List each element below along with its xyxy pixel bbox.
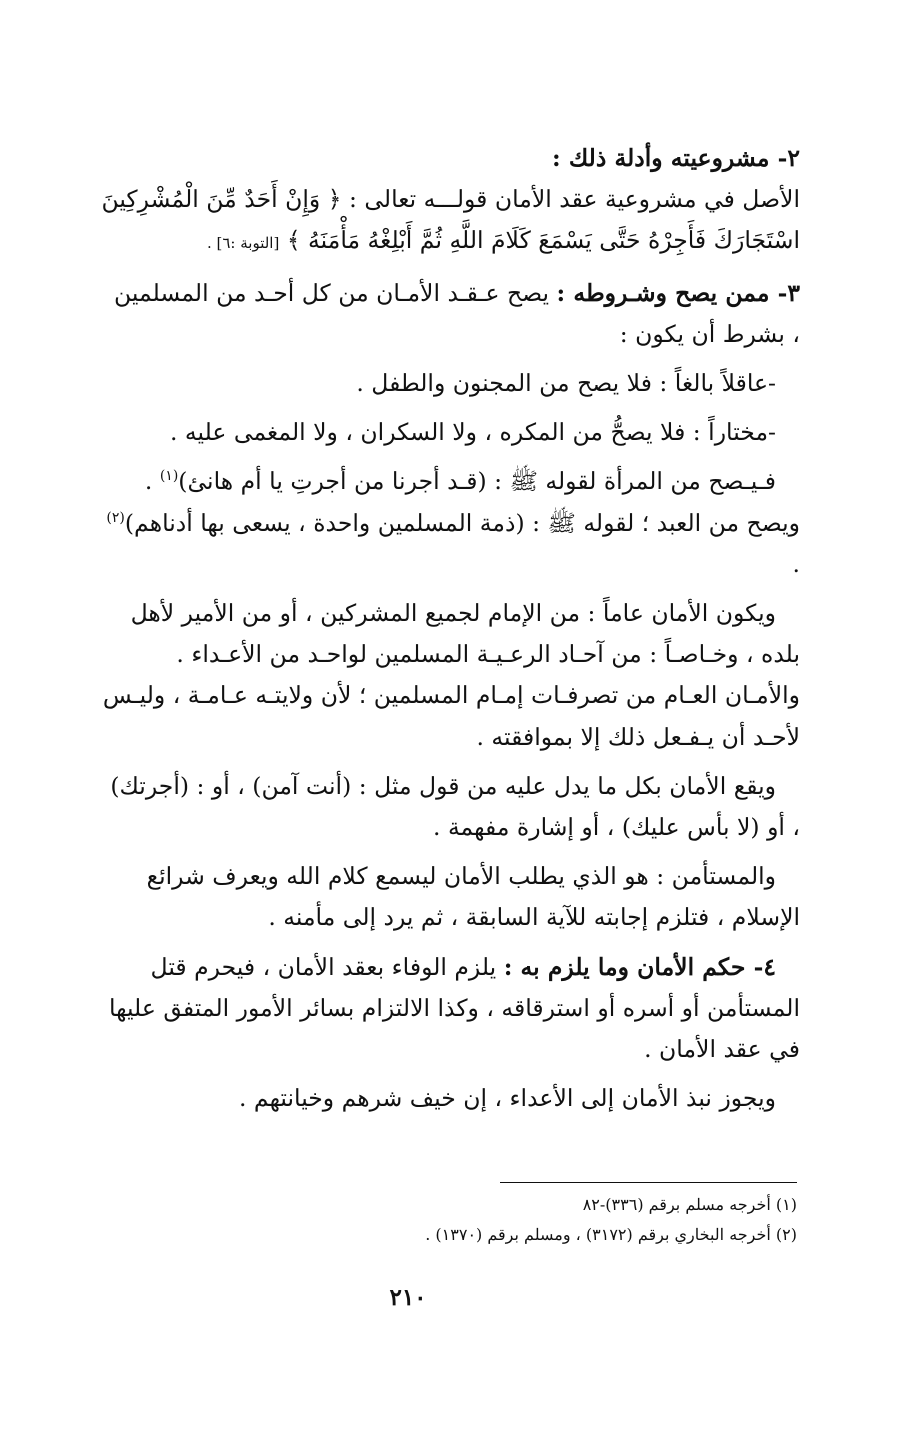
page-body bbox=[100, 138, 800, 1127]
footnotes bbox=[100, 1190, 797, 1250]
last-paragraph: ويجوز نبذ الأمان إلى الأعداء ، إن خيف شرهم وخيانتهم . bbox=[238, 1084, 776, 1113]
footnote-divider bbox=[500, 1182, 797, 1183]
women-slaves-paragraph bbox=[100, 461, 800, 585]
general-aman-paragraph: ويكون الأمان عاماً : من الإمام لجميع المشركين ، أو من الأمير لأهل بلده ، وخـاصـاً : من آحـاد الرعـيـة المسلمين لواحـد من الأعـداء . والأمـان العـام من تصرفـات إمـام المسلمين ؛ لأن ولايتـه عـامـة ، وليـس لأحـد أن يـفـعل ذلك إلا بموافقته . bbox=[102, 599, 800, 751]
footnote-ref-2[interactable]: (٢) bbox=[106, 509, 125, 526]
aman-occurs-paragraph: ويقع الأمان بكل ما يدل عليه من قول مثل : (أنت آمن) ، أو : (أجرتك) ، أو (لا بأس عليك) ، أو إشارة مفهمة . bbox=[110, 771, 800, 842]
section-4 bbox=[100, 947, 800, 1071]
footnote-ref-1[interactable]: (١) bbox=[159, 468, 179, 485]
footnote-2: (٢) أخرجه البخاري برقم (٣١٧٢) ، ومسلم برقم (١٣٧٠) . bbox=[425, 1225, 797, 1244]
mustamin-paragraph: والمستأمن : هو الذي يطلب الأمان ليسمع كلام الله ويعرف شرائع الإسلام ، فتلزم إجابته للآية السابقة ، ثم يرد إلى مأمنه . bbox=[146, 862, 800, 932]
section-2 bbox=[100, 138, 800, 265]
quran-reference: [التوبة :٦] . bbox=[206, 234, 280, 253]
section-2-text: الأصل في مشروعية عقد الأمان قولـــه تعالى : ﴿ وَإِنْ أَحَدٌ مِّنَ الْمُشْرِكِينَ اسْتَجَارَكَ فَأَجِرْهُ حَتَّى يَسْمَعَ كَلَامَ اللَّهِ ثُمَّ أَبْلِغْهُ مَأْمَنَهُ ﴾ bbox=[101, 185, 800, 255]
women-text: فـيـصح من المرأة لقوله ﷺ : (قـد أجرنا من أجرتِ يا أم هانئ) bbox=[178, 467, 776, 496]
section-3-heading: ٣- ممن يصح وشـروطه : bbox=[556, 278, 800, 307]
section-3-text: يصح عـقـد الأمـان من كل أحـد من المسلمين ، بشرط أن يكون : bbox=[114, 278, 800, 348]
page-number: ٢١٠ bbox=[389, 1284, 427, 1311]
section-4-text: يلزم الوفاء بعقد الأمان ، فيحرم قتل المستأمن أو أسره أو استرقاقه ، وكذا الالتزام بسائر الأمور المتفق عليها في عقد الأمان . bbox=[108, 952, 800, 1064]
section-4-heading: ٤- حكم الأمان وما يلزم به : bbox=[503, 952, 776, 981]
section-2-heading: ٢- مشروعيته وأدلة ذلك : bbox=[552, 144, 800, 172]
condition-1: -عاقلاً بالغاً : فلا يصح من المجنون والطفل . bbox=[356, 369, 776, 398]
paragraph-end: . bbox=[792, 549, 800, 578]
section-3 bbox=[100, 273, 800, 355]
footnote-1: (١) أخرجه مسلم برقم (٣٣٦)-٨٢ bbox=[582, 1195, 797, 1214]
condition-2: -مختاراً : فلا يصحُّ من المكره ، ولا السكران ، ولا المغمى عليه . bbox=[169, 418, 776, 447]
slave-text: . ويصح من العبد ؛ لقوله ﷺ : (ذمة المسلمين واحدة ، يسعى بها أدناهم) bbox=[124, 467, 800, 537]
